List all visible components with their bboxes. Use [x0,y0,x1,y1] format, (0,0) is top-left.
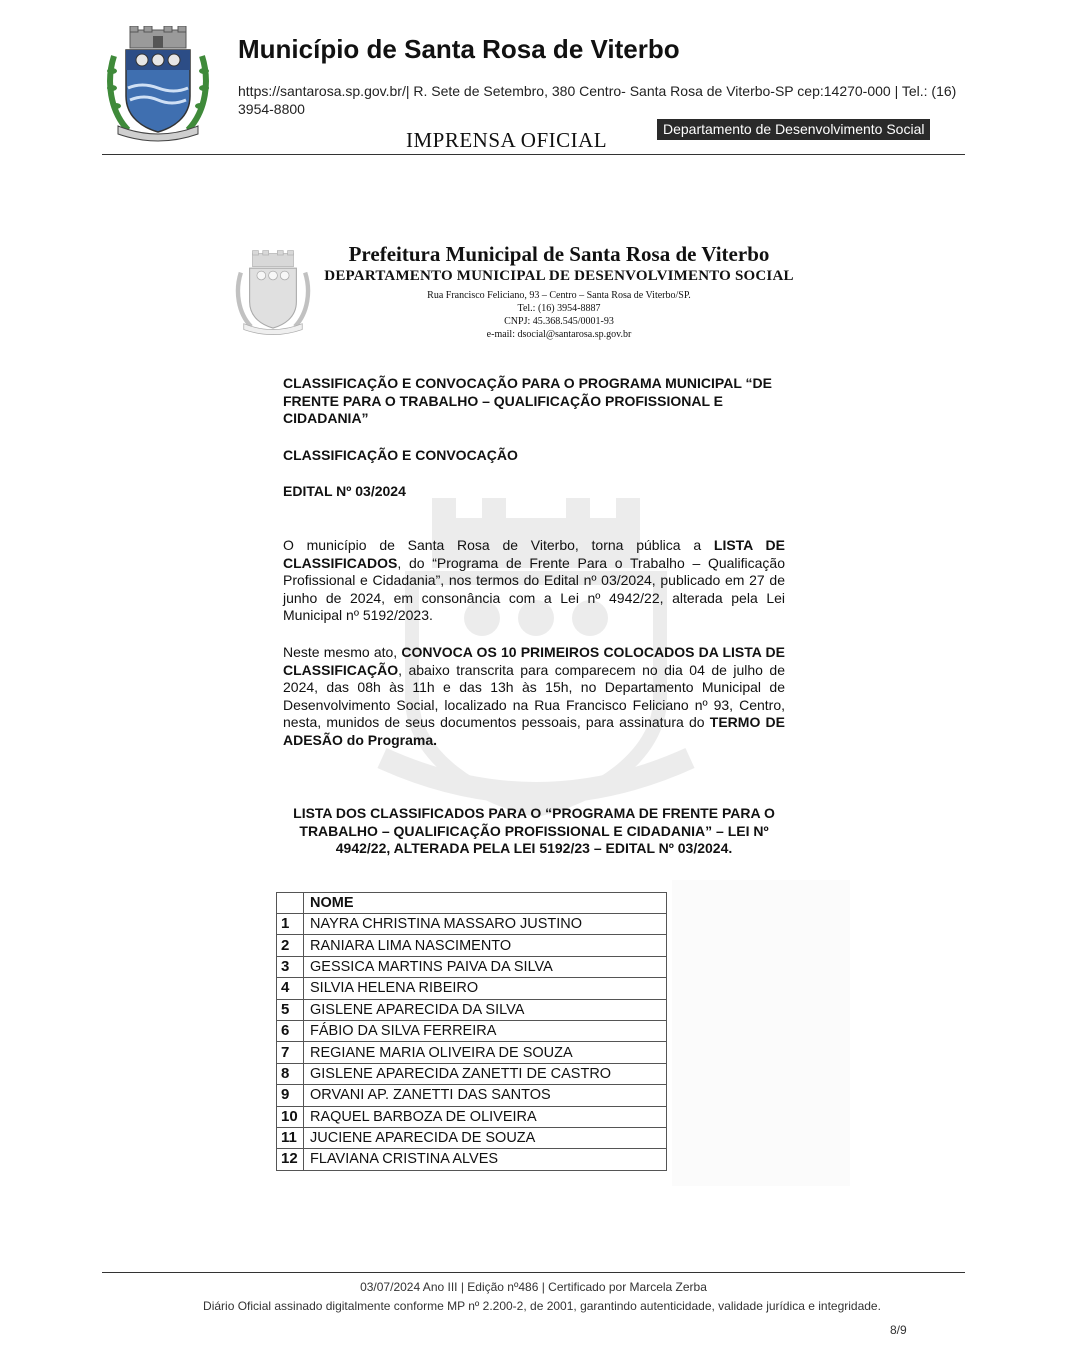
municipality-contact-info: https://santarosa.sp.gov.br/| R. Sete de Setembro, 380 Centro- Santa Rosa de Viterbo-SP cep:14270-000 | Tel.: (16) 3954-8800 [238,83,957,117]
rank-cell: 11 [277,1127,304,1148]
table-row [277,1106,667,1127]
name-cell: RANIARA LIMA NASCIMENTO [304,935,667,956]
rank-cell: 8 [277,1063,304,1084]
table-header-number [277,893,304,914]
rank-cell: 7 [277,1042,304,1063]
name-cell: ORVANI AP. ZANETTI DAS SANTOS [304,1085,667,1106]
rank-cell: 4 [277,978,304,999]
table-row [277,1063,667,1084]
footer-signature-notice: Diário Oficial assinado digitalmente conforme MP nº 2.200-2, de 2001, garantindo autenticidade, validade jurídica e integridade. [203,1299,881,1313]
rank-cell: 5 [277,999,304,1020]
paragraph-intro [283,537,785,625]
page-title: Município de Santa Rosa de Viterbo [238,34,680,64]
paragraph-intro-emphasis: LISTA DE CLASSIFICADOS [283,537,785,571]
table-row [277,1042,667,1063]
table-row [277,935,667,956]
table-side-shade [672,880,850,1186]
table-header-name: NOME [304,893,667,914]
name-cell: FÁBIO DA SILVA FERREIRA [304,1020,667,1041]
name-cell: GISLENE APARECIDA ZANETTI DE CASTRO [304,1063,667,1084]
classified-table [276,892,667,1171]
table-row [277,1020,667,1041]
municipal-coat-of-arms-icon [106,26,210,142]
table-row [277,978,667,999]
paragraph-convocation-emphasis: CONVOCA OS 10 PRIMEIROS COLOCADOS DA LISTA DE CLASSIFICAÇÃO [283,644,785,678]
document-heading: CLASSIFICAÇÃO E CONVOCAÇÃO PARA O PROGRAMA MUNICIPAL “DE FRENTE PARA O TRABALHO – QUALIFICAÇÃO PROFISSIONAL E CIDADANIA” [283,375,772,427]
name-cell: GISLENE APARECIDA DA SILVA [304,999,667,1020]
letterhead-phone: Tel.: (16) 3954-8887 [517,303,601,314]
letterhead-address: Rua Francisco Feliciano, 93 – Centro – Santa Rosa de Viterbo/SP. [427,290,691,301]
letterhead-email: e-mail: dsocial@santarosa.sp.gov.br [486,329,632,340]
rank-cell: 9 [277,1085,304,1106]
municipal-coat-of-arms-icon [235,250,311,336]
paragraph-convocation [283,644,785,750]
classified-list-title: LISTA DOS CLASSIFICADOS PARA O “PROGRAMA DE FRENTE PARA O TRABALHO – QUALIFICAÇÃO PROFISSIONAL E CIDADANIA” – LEI Nº 4942/22, ALTERADA PELA LEI 5192/23 – EDITAL Nº 03/2024. [293,805,775,857]
name-cell: REGIANE MARIA OLIVEIRA DE SOUZA [304,1042,667,1063]
table-row [277,1149,667,1170]
edital-number: EDITAL Nº 03/2024 [283,483,406,499]
paragraph-convocation-text-a: Neste mesmo ato, [283,644,402,660]
table-row [277,999,667,1020]
paragraph-intro-text-c: , do “Programa de Frente Para o Trabalho – Qualificação Profissional e Cidadania”, nos termos do Edital nº 03/2024, publicado em 27 de junho de 2024, em consonância com a Lei nº 4942/22, alterada pela Lei Municipal nº 5192/2023. [283,554,785,624]
footer-edition-info: 03/07/2024 Ano III | Edição nº486 | Certificado por Marcela Zerba [360,1280,707,1294]
paragraph-convocation-term: TERMO DE ADESÃO do Programa. [283,714,786,748]
letterhead-cnpj: CNPJ: 45.368.545/0001-93 [504,316,614,327]
letterhead-title: Prefeitura Municipal de Santa Rosa de Viterbo [348,242,770,266]
rank-cell: 12 [277,1149,304,1170]
rank-cell: 1 [277,914,304,935]
page-number: 8/9 [890,1323,907,1337]
letterhead-department: DEPARTAMENTO MUNICIPAL DE DESENVOLVIMENTO SOCIAL [324,268,794,284]
header-divider [102,154,965,155]
table-row [277,1085,667,1106]
table-row [277,914,667,935]
table-header-row [277,893,667,914]
imprensa-oficial-label: IMPRENSA OFICIAL [406,128,608,152]
paragraph-intro-text-a: O município de Santa Rosa de Viterbo, torna pública a [283,537,714,553]
name-cell: RAQUEL BARBOZA DE OLIVEIRA [304,1106,667,1127]
document-subheading: CLASSIFICAÇÃO E CONVOCAÇÃO [283,447,518,463]
paragraph-convocation-text-c: , abaixo transcrita para comparecem no dia 04 de julho de 2024, das 08h às 11h e das 13h às 15h, no Departamento Municipal de Desenvolvimento Social, localizado na Rua Francisco Feliciano nº 93, Centro, nesta, munidos de seus documentos pessoais, para assinatura do [283,661,785,731]
name-cell: JUCIENE APARECIDA DE SOUZA [304,1127,667,1148]
rank-cell: 6 [277,1020,304,1041]
name-cell: GESSICA MARTINS PAIVA DA SILVA [304,956,667,977]
rank-cell: 3 [277,956,304,977]
rank-cell: 2 [277,935,304,956]
name-cell: FLAVIANA CRISTINA ALVES [304,1149,667,1170]
rank-cell: 10 [277,1106,304,1127]
footer-divider [102,1272,965,1273]
department-badge: Departamento de Desenvolvimento Social [657,119,930,140]
table-row [277,956,667,977]
name-cell: NAYRA CHRISTINA MASSARO JUSTINO [304,914,667,935]
name-cell: SILVIA HELENA RIBEIRO [304,978,667,999]
table-row [277,1127,667,1148]
